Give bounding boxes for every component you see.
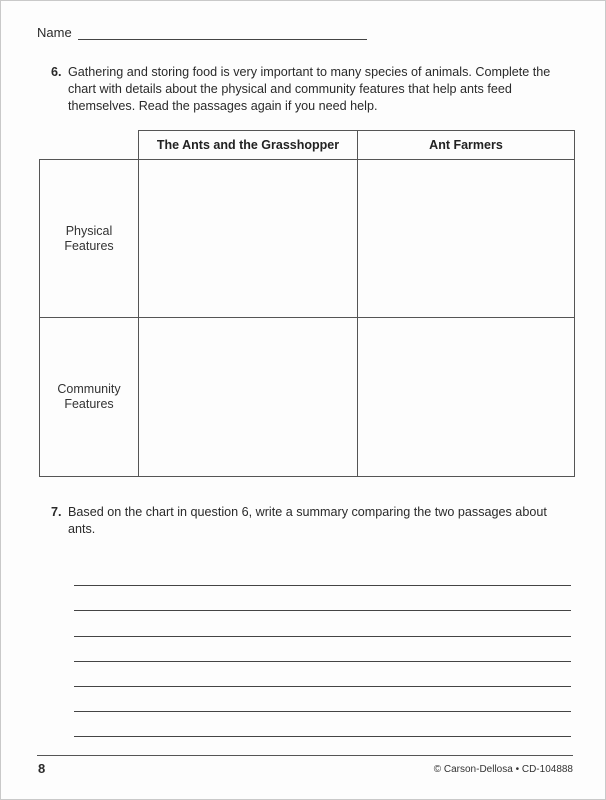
writing-line[interactable] bbox=[74, 586, 571, 611]
name-row bbox=[37, 25, 367, 40]
answer-cell[interactable] bbox=[358, 160, 575, 318]
question-7-number: 7. bbox=[51, 505, 62, 519]
footer-rule bbox=[37, 755, 573, 756]
page-number: 8 bbox=[38, 761, 46, 776]
row-label-line: Community bbox=[57, 382, 121, 396]
writing-line[interactable] bbox=[74, 662, 571, 687]
row-label-community-features bbox=[40, 318, 139, 477]
question-7-text: Based on the chart in question 6, write a summary comparing the two passages about ants. bbox=[68, 505, 547, 536]
row-label-line: Physical bbox=[65, 223, 113, 238]
row-label-physical-features bbox=[40, 160, 139, 318]
writing-line[interactable] bbox=[74, 611, 571, 636]
chart-row-community bbox=[40, 318, 575, 477]
name-field[interactable] bbox=[78, 26, 367, 40]
writing-line[interactable] bbox=[74, 561, 571, 586]
row-label-line: Features bbox=[64, 397, 114, 411]
writing-lines bbox=[74, 561, 571, 737]
column-header-ants-grasshopper: The Ants and the Grasshopper bbox=[139, 131, 358, 160]
chart-row-physical bbox=[40, 160, 575, 318]
question-6-number: 6. bbox=[51, 65, 62, 79]
question-6 bbox=[51, 64, 571, 115]
answer-cell[interactable] bbox=[139, 318, 358, 477]
question-6-text: Gathering and storing food is very important to many species of animals. Complete the chart with details about the physical and community features that help ants feed themselves. Read the passages again if you need help. bbox=[68, 65, 551, 113]
writing-line[interactable] bbox=[74, 712, 571, 737]
comparison-chart bbox=[39, 130, 575, 477]
answer-cell[interactable] bbox=[139, 160, 358, 318]
writing-line[interactable] bbox=[74, 637, 571, 662]
answer-cell[interactable] bbox=[358, 318, 575, 477]
name-label: Name bbox=[37, 25, 72, 40]
question-7 bbox=[51, 504, 571, 538]
chart-header-row bbox=[40, 131, 575, 160]
copyright-credit: © Carson-Dellosa • CD-104888 bbox=[433, 764, 573, 775]
writing-line[interactable] bbox=[74, 687, 571, 712]
chart-corner-cell bbox=[40, 131, 139, 160]
row-label-line: Features bbox=[64, 238, 114, 253]
column-header-ant-farmers: Ant Farmers bbox=[358, 131, 575, 160]
